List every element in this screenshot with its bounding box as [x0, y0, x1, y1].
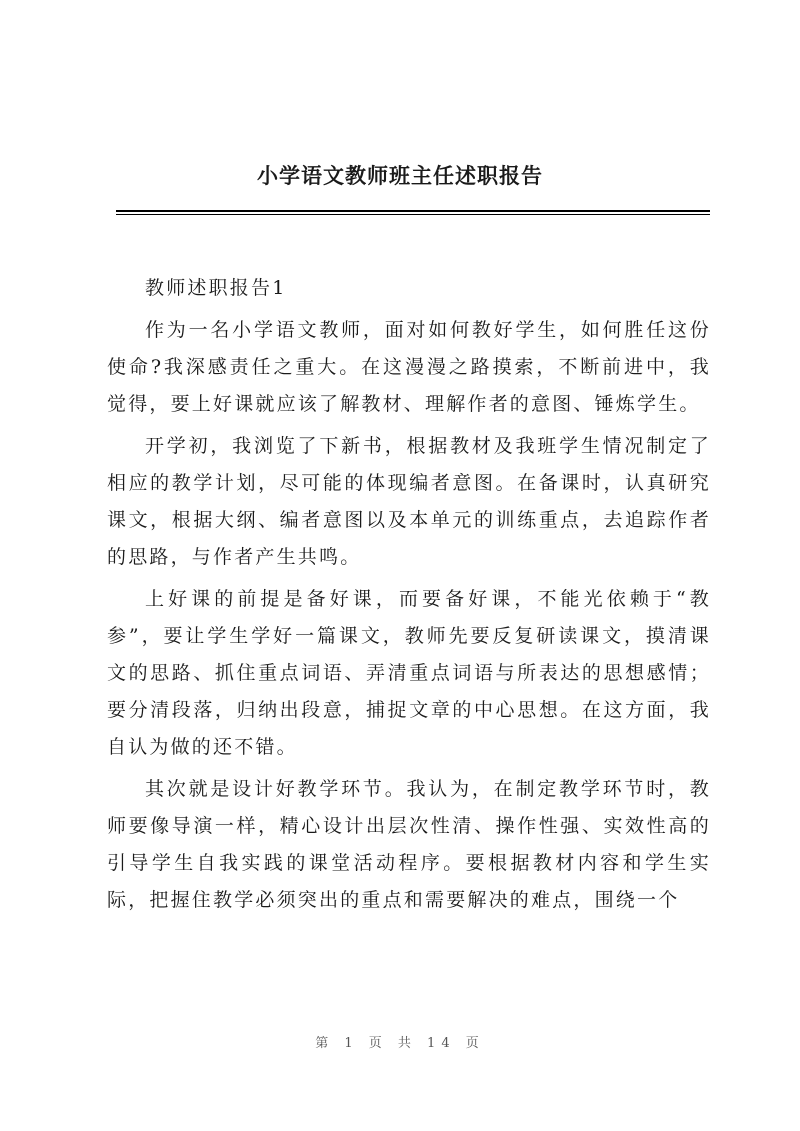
- paragraph: 作为一名小学语文教师，面对如何教好学生，如何胜任这份使命?我深感责任之重大。在这漫漫之路摸索，不断前进中，我觉得，要上好课就应该了解教材、理解作者的意图、锤炼学生。: [107, 319, 711, 415]
- document-body: [107, 270, 711, 924]
- title-underline: [116, 210, 710, 212]
- paragraph: 开学初，我浏览了下新书，根据教材及我班学生情况制定了相应的教学计划，尽可能的体现编者意图。在备课时，认真研究课文，根据大纲、编者意图以及本单元的训练重点，去追踪作者的思路，与作者产生共鸣。: [107, 435, 711, 568]
- document-title: 小学语文教师班主任述职报告: [257, 163, 543, 188]
- paragraph: 其次就是设计好教学环节。我认为，在制定教学环节时，教师要像导演一样，精心设计出层次性清、操作性强、实效性高的引导学生自我实践的课堂活动程序。要根据教材内容和学生实际，把握住教学必须突出的重点和需要解决的难点，围绕一个: [107, 778, 711, 911]
- title-underline-thin: [116, 214, 710, 215]
- page-footer: 第 1 页 共 14 页: [315, 1036, 485, 1051]
- section-heading: 教师述职报告1: [145, 277, 287, 299]
- paragraph: 上好课的前提是备好课，而要备好课，不能光依赖于“教参”，要让学生学好一篇课文，教师先要反复研读课文，摸清课文的思路、抓住重点词语、弄清重点词语与所表达的思想感情；要分清段落，归纳出段意，捕捉文章的中心思想。在这方面，我自认为做的还不错。: [107, 588, 711, 758]
